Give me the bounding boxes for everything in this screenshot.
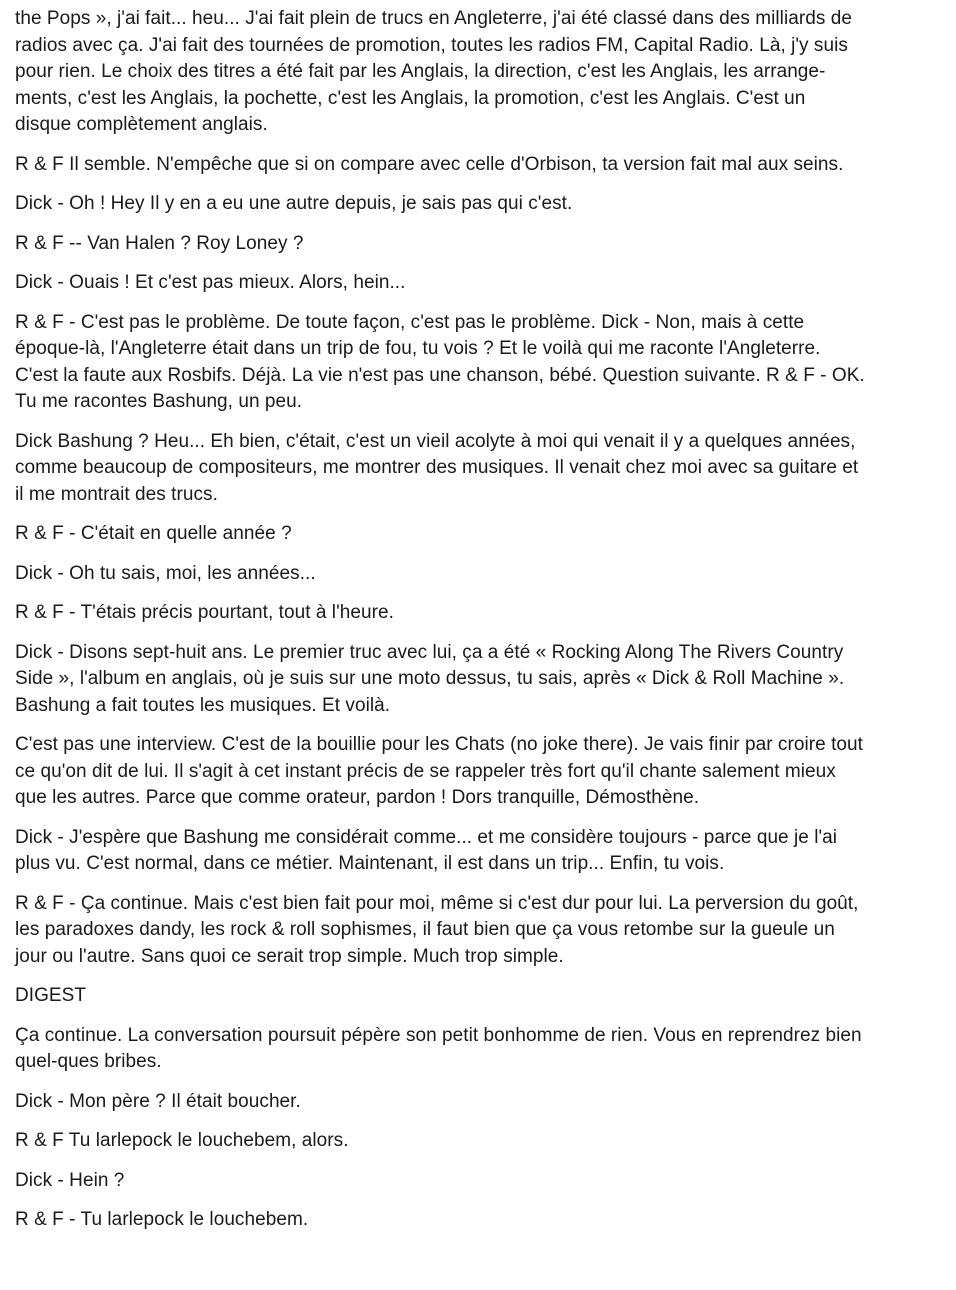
paragraph-rf-ca-continue: R & F - Ça continue. Mais c'est bien fait pour moi, même si c'est dur pour lui. La perversion du goût, les paradoxes dandy, les rock & roll sophismes, il faut bien que ça vous retombe sur la gueule un jour ou l'autre. Sans quoi ce serait trop simple. Much trop simple. <box>15 892 859 967</box>
paragraph-dick-another-version: Dick - Oh ! Hey Il y en a eu une autre depuis, je sais pas qui c'est. <box>15 193 573 214</box>
paragraph-rf-precis: R & F - T'étais précis pourtant, tout à l'heure. <box>15 602 394 623</box>
paragraph-rf-quelle-annee: R & F - C'était en quelle année ? <box>15 523 292 544</box>
paragraph-intro-continuation: the Pops », j'ai fait... heu... J'ai fait plein de trucs en Angleterre, j'ai été classé dans des milliards de radios avec ça. J'ai fait des tournées de promotion, toutes les radios FM, Capital Radio. Là, j'y suis pour rien. Le choix des titres a été fait par les Anglais, la direction, c'est les Anglais, les arrange- ments, c'est les Anglais, la pochette, c'est les Anglais, la promotion, c'est les Anglais. C'est un disque complètement anglais. <box>15 8 852 135</box>
paragraph-dick-considerait: Dick - J'espère que Bashung me considérait comme... et me considère toujours - parce que je l'ai plus vu. C'est normal, dans ce métier. Maintenant, il est dans un trip... Enfin, tu vois. <box>15 826 838 874</box>
section-heading-digest: DIGEST <box>15 985 87 1006</box>
paragraph-dick-mon-pere: Dick - Mon père ? Il était boucher. <box>15 1090 301 1112</box>
paragraph-rf-louchebem: R & F - Tu larlepock le louchebem. <box>15 1209 309 1230</box>
paragraph-dick-hein: Dick - Hein ? <box>15 1169 125 1191</box>
paragraph-digest-intro: Ça continue. La conversation poursuit pépère son petit bonhomme de rien. Vous en reprendrez bien quel-ques bribes. <box>15 1024 862 1072</box>
paragraph-dick-sept-huit-ans: Dick - Disons sept-huit ans. Le premier truc avec lui, ça a été « Rocking Along The Rivers Country Side », l'album en anglais, où je suis sur une moto dessus, tu sais, après « Dick & Roll Machine ». Bashung a fait toutes les musiques. Et voilà. <box>15 641 845 716</box>
paragraph-commentary-interview: C'est pas une interview. C'est de la bouillie pour les Chats (no joke there). Je vais finir par croire tout ce qu'on dit de lui. Il s'agit à cet instant précis de se rappeler très fort qu'il chante salement mieux que les autres. Parce que comme orateur, pardon ! Dors tranquille, Démosthène. <box>15 734 863 808</box>
paragraph-dick-ouais: Dick - Ouais ! Et c'est pas mieux. Alors, hein... <box>15 272 406 293</box>
paragraph-rf-orbison: R & F Il semble. N'empêche que si on compare avec celle d'Orbison, ta version fait mal aux seins. <box>15 153 844 175</box>
paragraph-dick-les-annees: Dick - Oh tu sais, moi, les années... <box>15 562 316 584</box>
paragraph-dick-bashung: Dick Bashung ? Heu... Eh bien, c'était, c'est un vieil acolyte à moi qui venait il y a quelques années, comme beaucoup de compositeurs, me montrer des musiques. Il venait chez moi avec sa guitare et il me montrait des trucs. <box>15 430 859 505</box>
document-body <box>15 6 945 1247</box>
paragraph-rf-louchebem-alors: R & F Tu larlepock le louchebem, alors. <box>15 1130 349 1151</box>
paragraph-rf-van-halen: R & F -- Van Halen ? Roy Loney ? <box>15 232 304 254</box>
paragraph-rf-probleme: R & F - C'est pas le problème. De toute façon, c'est pas le problème. Dick - Non, mais à cette époque-là, l'Angleterre était dans un trip de fou, tu vois ? Et le voilà qui me raconte l'Angleterre. C'est la faute aux Rosbifs. Déjà. La vie n'est pas une chanson, bébé. Question suivante. R & F - OK. Tu me racontes Bashung, un peu. <box>15 311 865 412</box>
